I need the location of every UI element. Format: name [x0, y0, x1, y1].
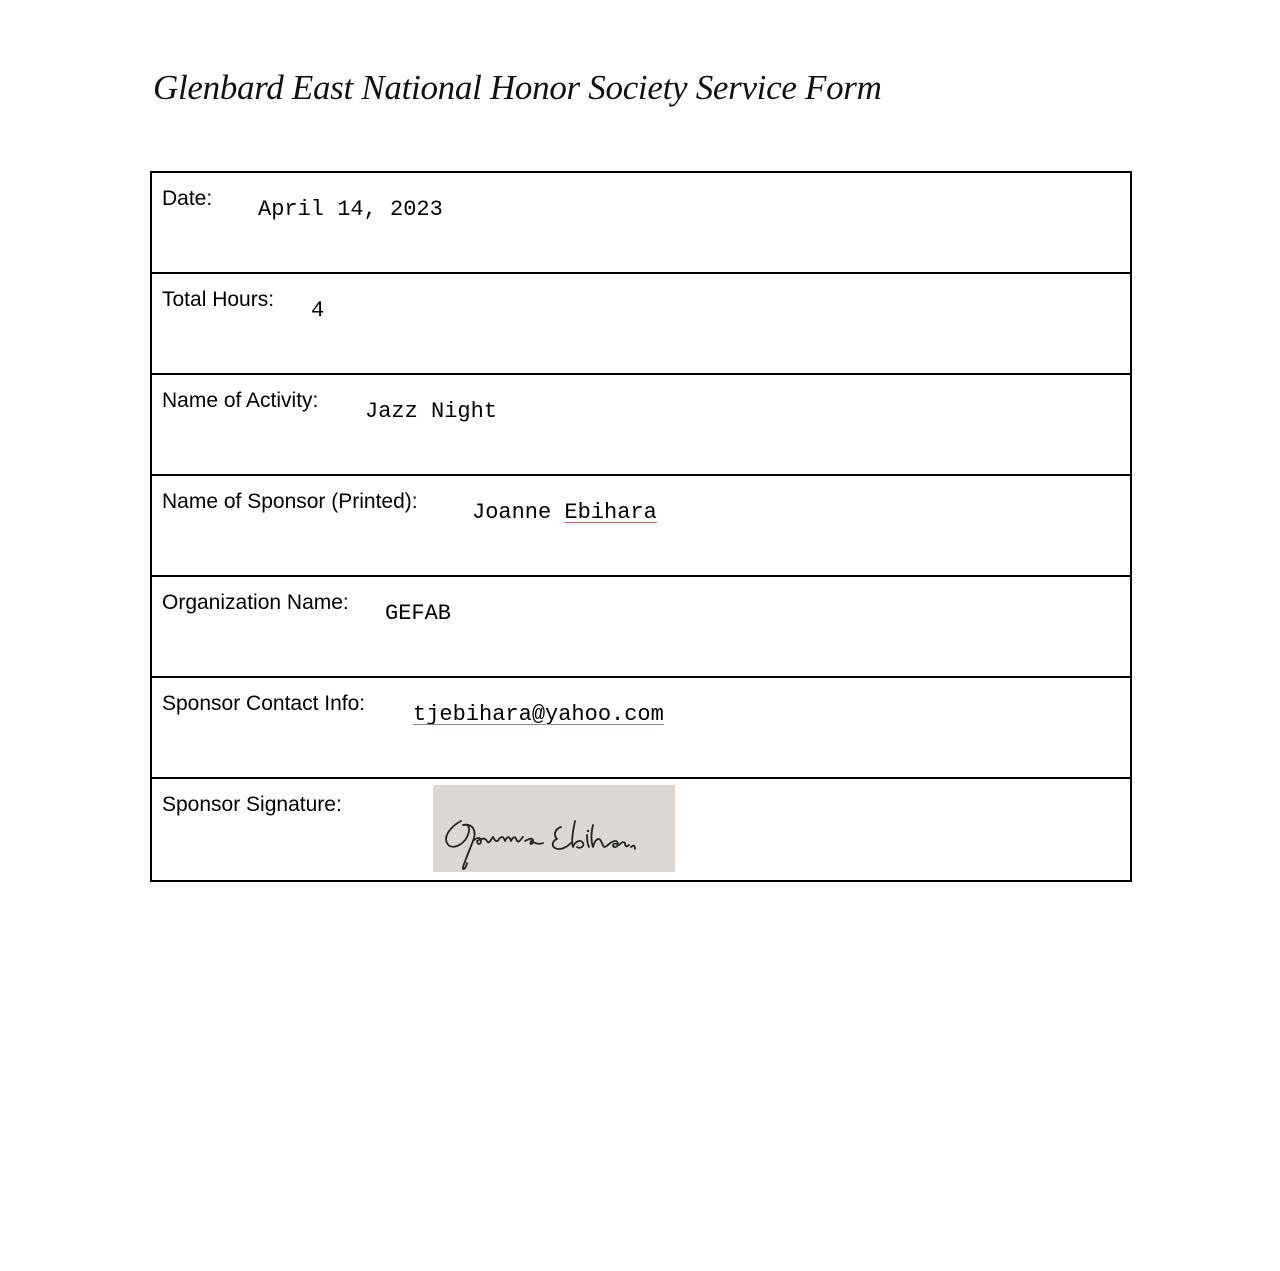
total-hours-cell: [151, 273, 1131, 374]
date-cell: [151, 172, 1131, 273]
signature-label: Sponsor Signature:: [162, 793, 342, 816]
total-hours-row: [151, 273, 1131, 374]
form-title: Glenbard East National Honor Society Service Form: [153, 68, 882, 107]
sponsor-last-name: Ebihara: [564, 500, 657, 525]
date-value: April 14, 2023: [258, 197, 443, 222]
total-hours-value: 4: [311, 298, 325, 323]
signature-image: [433, 785, 675, 872]
total-hours-label: Total Hours:: [162, 288, 275, 311]
activity-value: Jazz Night: [365, 399, 498, 424]
sponsor-first-name: Joanne: [472, 500, 552, 525]
sponsor-name-cell: [151, 475, 1131, 576]
organization-cell: [151, 576, 1131, 677]
contact-label: Sponsor Contact Info:: [162, 692, 366, 715]
activity-row: [151, 374, 1131, 475]
signature-row: [151, 778, 1131, 881]
signature-dot: [587, 830, 589, 832]
contact-cell: [151, 677, 1131, 778]
handwritten-signature: [433, 785, 675, 872]
organization-label: Organization Name:: [162, 591, 349, 614]
sponsor-name-value: [472, 500, 657, 525]
activity-cell: [151, 374, 1131, 475]
service-form-table: [150, 171, 1132, 882]
contact-email-link[interactable]: tjebihara@yahoo.com: [413, 702, 664, 727]
sponsor-name-label: Name of Sponsor (Printed):: [162, 490, 418, 513]
organization-row: [151, 576, 1131, 677]
signature-cell: [151, 778, 1131, 881]
date-row: [151, 172, 1131, 273]
activity-label: Name of Activity:: [162, 389, 319, 412]
contact-row: [151, 677, 1131, 778]
sponsor-name-row: [151, 475, 1131, 576]
organization-value: GEFAB: [385, 601, 452, 626]
date-label: Date:: [162, 187, 213, 210]
